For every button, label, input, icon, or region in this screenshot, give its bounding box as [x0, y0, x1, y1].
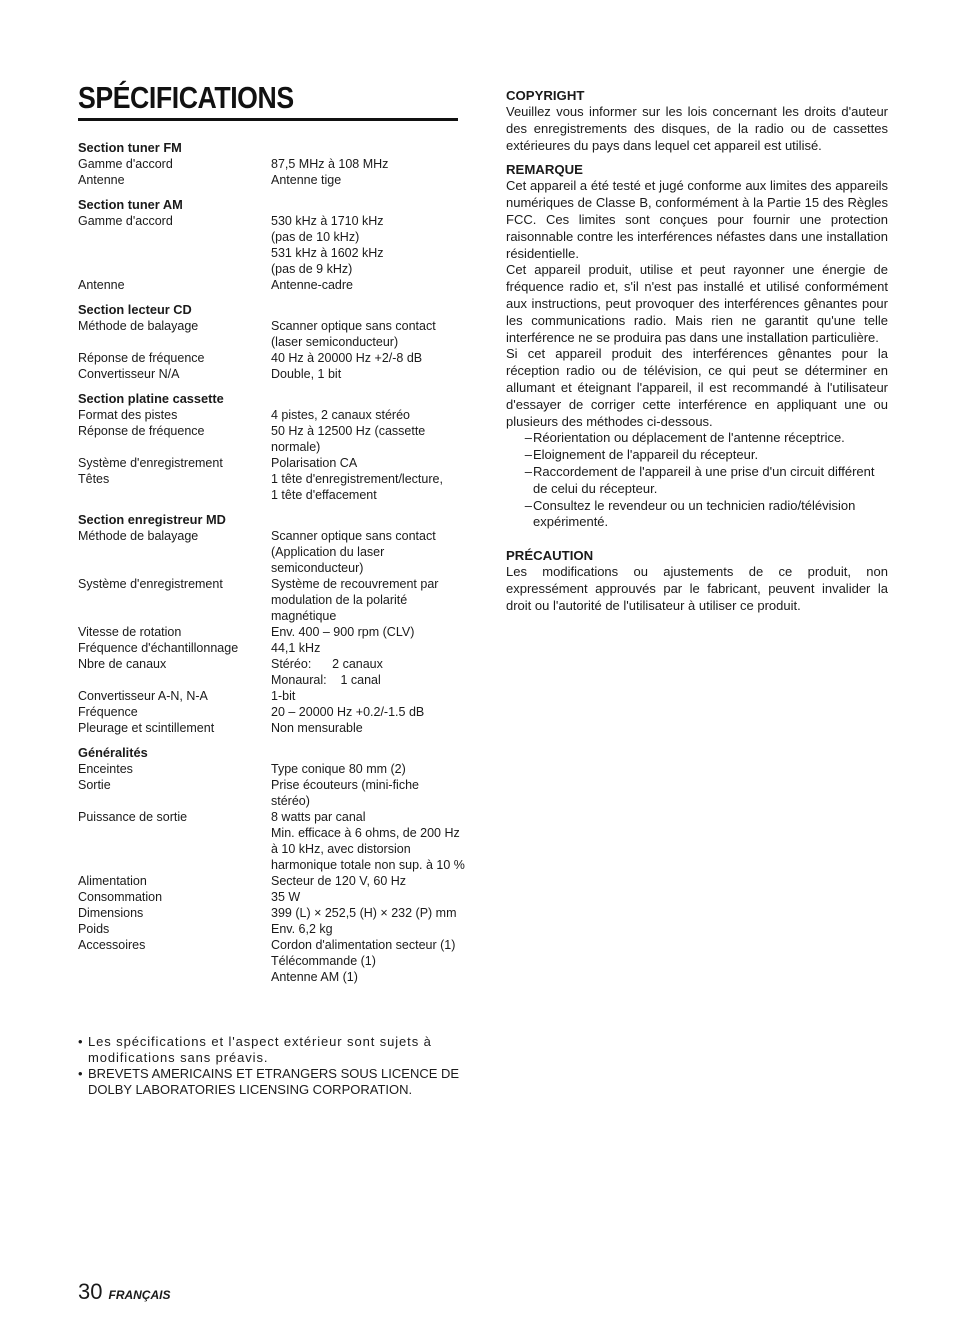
spec-row [78, 624, 463, 640]
spec-label: Fréquence d'échantillonnage [78, 641, 239, 655]
spec-value-line: 87,5 MHz à 108 MHz [271, 157, 389, 171]
spec-value-line: 1 tête d'effacement [271, 488, 377, 502]
spec-value-line: (pas de 10 kHz) [271, 230, 360, 244]
spec-row [78, 905, 463, 921]
spec-value [271, 528, 463, 576]
spec-value-line: Monaural: 1 canal [271, 673, 381, 687]
spec-label: Nbre de canaux [78, 657, 167, 671]
spec-value [271, 576, 463, 624]
spec-section [78, 196, 463, 293]
spec-value-line: 50 Hz à 12500 Hz (cassette [271, 424, 426, 438]
spec-value-line: 44,1 kHz [271, 641, 321, 655]
spec-section [78, 744, 463, 985]
spec-section-heading: Généralités [78, 745, 148, 760]
spec-label: Convertisseur N/A [78, 367, 180, 381]
spec-value [271, 704, 463, 720]
spec-row [78, 761, 463, 777]
spec-section [78, 511, 463, 736]
notices-column [506, 87, 888, 615]
spec-value-line: 1-bit [271, 689, 296, 703]
spec-label: Sortie [78, 778, 111, 792]
spec-value [271, 318, 463, 350]
spec-value-line: Télécommande (1) [271, 954, 376, 968]
spec-value-line: (pas de 9 kHz) [271, 262, 353, 276]
spec-value [271, 471, 463, 503]
spec-value [271, 640, 463, 656]
spec-value [271, 407, 463, 423]
remarque-list-item: – Réorientation ou déplacement de l'antenne réceptrice. [524, 430, 845, 446]
spec-value-line: 530 kHz à 1710 kHz [271, 214, 384, 228]
spec-label: Vitesse de rotation [78, 625, 182, 639]
spec-section-heading: Section tuner AM [78, 197, 183, 212]
spec-value-line: Antenne AM (1) [271, 970, 358, 984]
spec-value [271, 777, 463, 809]
spec-label: Convertisseur A-N, N-A [78, 689, 208, 703]
spec-section-heading: Section tuner FM [78, 140, 182, 155]
spec-label: Méthode de balayage [78, 319, 199, 333]
spec-value-line: (laser semiconducteur) [271, 335, 399, 349]
notes [78, 1034, 463, 1098]
spec-row [78, 528, 463, 576]
spec-value [271, 873, 463, 889]
spec-value [271, 366, 463, 382]
spec-row [78, 704, 463, 720]
spec-row [78, 407, 463, 423]
page-title: SPÉCIFICATIONS [78, 80, 294, 115]
spec-value [271, 172, 463, 188]
spec-label: Têtes [78, 472, 110, 486]
spec-label: Puissance de sortie [78, 810, 188, 824]
title-rule [78, 118, 458, 121]
remarque-paragraph: Cet appareil produit, utilise et peut rayonner une énergie de fréquence radio et, s'il n'est pas installé et utilisé conformément aux instructions, peut provoquer des interférences gênantes pour les communications radio. Mais rien ne garantit qu'une telle interférence ne se produira pas dans une installation particulière. [506, 262, 888, 345]
spec-label: Système d'enregistrement [78, 456, 223, 470]
spec-label: Format des pistes [78, 408, 178, 422]
spec-row [78, 350, 463, 366]
page-language: FRANÇAIS [108, 1288, 171, 1302]
spec-value [271, 761, 463, 777]
spec-value-line: Non mensurable [271, 721, 363, 735]
spec-value [271, 350, 463, 366]
spec-row [78, 423, 463, 455]
spec-value-line: normale) [271, 440, 321, 454]
spec-label: Consommation [78, 890, 163, 904]
spec-value [271, 455, 463, 471]
remarque-paragraph: Cet appareil a été testé et jugé conforme aux limites des appareils numériques de Classe B, conformément à la Partie 15 des Règles FCC. Ces limites sont conçues pour fournir une protection raisonnable contre les interférences néfastes dans une installation résidentielle. [506, 178, 888, 261]
spec-section [78, 390, 463, 503]
spec-row [78, 809, 463, 873]
page-footer [78, 1279, 170, 1305]
spec-label: Gamme d'accord [78, 157, 173, 171]
note-text: Les spécifications et l'aspect extérieur sont sujets à modifications sans préavis. [88, 1034, 432, 1065]
spec-row [78, 172, 463, 188]
spec-row [78, 455, 463, 471]
spec-value-line: 20 – 20000 Hz +0.2/-1.5 dB [271, 705, 425, 719]
spec-value [271, 423, 463, 455]
spec-label: Alimentation [78, 874, 147, 888]
spec-value-line: Cordon d'alimentation secteur (1) [271, 938, 456, 952]
specifications-column [78, 139, 463, 993]
spec-label: Réponse de fréquence [78, 351, 205, 365]
copyright-text: Veuillez vous informer sur les lois concernant les droits d'auteur des enregistrements des disques, de la radio ou de cassettes extérieures du pays dans lequel cet appareil est utilisé. [506, 104, 888, 153]
spec-value-line: (Application du laser [271, 545, 385, 559]
spec-value [271, 720, 463, 736]
spec-label: Réponse de fréquence [78, 424, 205, 438]
spec-label: Fréquence [78, 705, 138, 719]
spec-value-line: à 10 kHz, avec distorsion [271, 842, 411, 856]
spec-value-line: Type conique 80 mm (2) [271, 762, 406, 776]
spec-section-heading: Section lecteur CD [78, 302, 192, 317]
spec-row [78, 937, 463, 985]
note-item: • BREVETS AMERICAINS ET ETRANGERS SOUS LICENCE DE DOLBY LABORATORIES LICENSING CORPORATION. [78, 1066, 463, 1098]
spec-row [78, 318, 463, 350]
spec-section [78, 301, 463, 382]
spec-value-line: semiconducteur) [271, 561, 364, 575]
spec-section [78, 139, 463, 188]
spec-value [271, 213, 463, 277]
spec-row [78, 688, 463, 704]
spec-value [271, 937, 463, 985]
spec-value-line: 8 watts par canal [271, 810, 366, 824]
spec-value [271, 277, 463, 293]
spec-row [78, 576, 463, 624]
spec-value-line: Stéréo: 2 canaux [271, 657, 383, 671]
spec-row [78, 277, 463, 293]
spec-label: Système d'enregistrement [78, 577, 223, 591]
spec-value [271, 889, 463, 905]
spec-value-line: Double, 1 bit [271, 367, 342, 381]
spec-row [78, 471, 463, 503]
spec-value-line: stéréo) [271, 794, 310, 808]
spec-value-line: Min. efficace à 6 ohms, de 200 Hz [271, 826, 460, 840]
spec-value-line: Polarisation CA [271, 456, 358, 470]
spec-value-line: Antenne tige [271, 173, 342, 187]
spec-value-line: 40 Hz à 20000 Hz +2/-8 dB [271, 351, 423, 365]
spec-label: Poids [78, 922, 110, 936]
spec-row [78, 366, 463, 382]
precaution-text: Les modifications ou ajustements de ce produit, non expressément approuvés par le fabricant, peuvent invalider la droit ou l'autorité de l'utilisateur à utiliser ce produit. [506, 564, 888, 613]
spec-value [271, 656, 463, 688]
spec-value-line: Secteur de 120 V, 60 Hz [271, 874, 407, 888]
remarque-list-item: – Raccordement de l'appareil à une prise d'un circuit différent de celui du récepteur. [524, 463, 875, 496]
spec-value-line: harmonique totale non sup. à 10 % [271, 858, 465, 872]
spec-row [78, 720, 463, 736]
spec-value-line: Antenne-cadre [271, 278, 354, 292]
spec-value-line: 4 pistes, 2 canaux stéréo [271, 408, 410, 422]
spec-row [78, 156, 463, 172]
spec-value-line: Scanner optique sans contact [271, 319, 436, 333]
spec-label: Pleurage et scintillement [78, 721, 215, 735]
spec-label: Méthode de balayage [78, 529, 199, 543]
spec-label: Gamme d'accord [78, 214, 173, 228]
spec-label: Antenne [78, 278, 125, 292]
spec-section-heading: Section enregistreur MD [78, 512, 226, 527]
spec-value-line: Env. 400 – 900 rpm (CLV) [271, 625, 415, 639]
spec-value [271, 624, 463, 640]
remarque-list-item: – Eloignement de l'appareil du récepteur. [524, 447, 759, 463]
spec-value [271, 156, 463, 172]
spec-value-line: magnétique [271, 609, 337, 623]
spec-row [78, 656, 463, 688]
spec-row [78, 873, 463, 889]
spec-value-line: 35 W [271, 890, 301, 904]
remarque-heading: REMARQUE [506, 162, 583, 178]
spec-value-line: 399 (L) × 252,5 (H) × 232 (P) mm [271, 906, 457, 920]
spec-value-line: modulation de la polarité [271, 593, 408, 607]
remarque-paragraph: Si cet appareil produit des interférences gênantes pour la réception radio ou de télévision, ce qui peut se déterminer en allumant et éteignant l'appareil, il est recommandé à l'utilisateur d'essayer de corriger cette interférence en appliquant une ou plusieurs des méthodes ci-dessous. [506, 346, 888, 429]
note-item: • Les spécifications et l'aspect extérieur sont sujets à modifications sans préavis. [78, 1034, 463, 1066]
spec-label: Accessoires [78, 938, 146, 952]
spec-value-line: Scanner optique sans contact [271, 529, 436, 543]
spec-value-line: Env. 6,2 kg [271, 922, 333, 936]
spec-row [78, 921, 463, 937]
spec-value [271, 688, 463, 704]
spec-value-line: Prise écouteurs (mini-fiche [271, 778, 419, 792]
spec-value [271, 809, 465, 873]
spec-value [271, 921, 463, 937]
precaution-heading: PRÉCAUTION [506, 548, 594, 564]
note-text: BREVETS AMERICAINS ET ETRANGERS SOUS LICENCE DE DOLBY LABORATORIES LICENSING CORPORATION. [88, 1066, 460, 1097]
spec-row [78, 640, 463, 656]
spec-label: Antenne [78, 173, 125, 187]
spec-label: Enceintes [78, 762, 133, 776]
spec-section-heading: Section platine cassette [78, 391, 224, 406]
spec-row [78, 213, 463, 277]
spec-value [271, 905, 463, 921]
spec-value-line: 1 tête d'enregistrement/lecture, [271, 472, 443, 486]
spec-value-line: 531 kHz à 1602 kHz [271, 246, 384, 260]
spec-value-line: Système de recouvrement par [271, 577, 439, 591]
remarque-list-item: – Consultez le revendeur ou un technicien radio/télévision expérimenté. [524, 497, 856, 530]
spec-row [78, 889, 463, 905]
spec-row [78, 777, 463, 809]
copyright-heading: COPYRIGHT [506, 88, 585, 103]
page-number: 30 [78, 1279, 103, 1304]
spec-label: Dimensions [78, 906, 144, 920]
